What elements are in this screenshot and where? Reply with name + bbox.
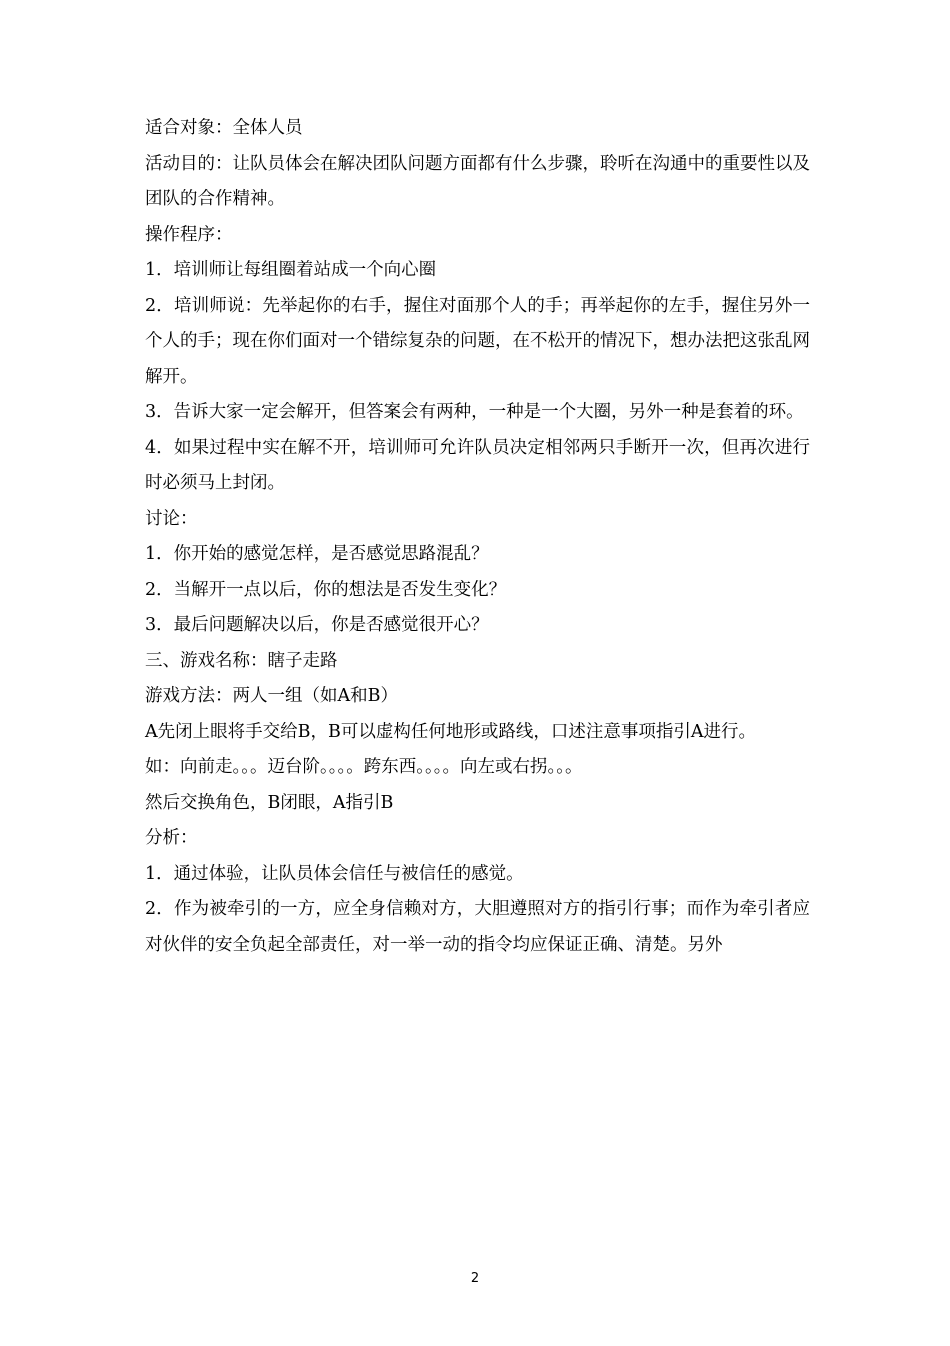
paragraph-target-audience: 适合对象：全体人员	[145, 118, 303, 138]
game-instruction-1: A先闭上眼将手交给B，B可以虚构任何地形或路线，口述注意事项指引A进行。	[145, 721, 756, 742]
analysis-item-1: 1．通过体验，让队员体会信任与被信任的感觉。	[145, 863, 524, 884]
procedure-step-4: 4．如果过程中实在解不开，培训师可允许队员决定相邻两只手断开一次，但再次进行时必须马上封闭。	[145, 437, 810, 493]
game-instruction-3: 然后交换角色，B闭眼，A指引B	[145, 792, 394, 813]
page-number: 2	[470, 1271, 480, 1286]
game-method: 游戏方法：两人一组（如A和B）	[145, 686, 398, 706]
procedure-step-3: 3．告诉大家一定会解开，但答案会有两种，一种是一个大圈，另外一种是套着的环。	[145, 402, 804, 422]
heading-discussion: 讨论：	[145, 508, 198, 529]
discussion-item-1: 1．你开始的感觉怎样，是否感觉思路混乱？	[145, 544, 489, 564]
paragraph-activity-purpose: 活动目的：让队员体会在解决团队问题方面都有什么步骤，聆听在沟通中的重要性以及团队的合作精神。	[145, 153, 810, 209]
document-body	[145, 111, 810, 963]
procedure-step-2: 2．培训师说：先举起你的右手，握住对面那个人的手；再举起你的左手，握住另外一个人的手；现在你们面对一个错综复杂的问题，在不松开的情况下，想办法把这张乱网解开。	[145, 295, 810, 387]
discussion-item-2: 2．当解开一点以后，你的想法是否发生变化？	[145, 579, 507, 600]
heading-analysis: 分析：	[145, 828, 198, 848]
procedure-step-1: 1．培训师让每组圈着站成一个向心圈	[145, 260, 437, 280]
heading-procedure: 操作程序：	[145, 224, 233, 245]
analysis-item-2: 2．作为被牵引的一方，应全身信赖对方，大胆遵照对方的指引行事；而作为牵引者应对伙伴的安全负起全部责任，对一举一动的指令均应保证正确、清楚。另外	[145, 899, 810, 955]
heading-game-name: 三、游戏名称：瞎子走路	[145, 650, 338, 671]
game-instruction-2: 如：向前走。。。迈台阶。。。。跨东西。。。。向左或右拐。。。	[145, 757, 583, 777]
discussion-item-3: 3．最后问题解决以后，你是否感觉很开心？	[145, 615, 489, 635]
